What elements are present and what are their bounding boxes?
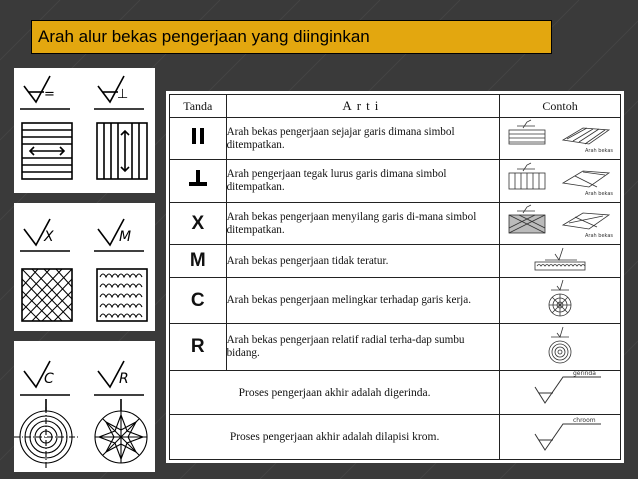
contoh-cell bbox=[500, 370, 621, 415]
contoh-cell bbox=[500, 202, 621, 244]
contoh-cell bbox=[500, 245, 621, 277]
contoh-cell bbox=[500, 118, 621, 160]
tanda-cell: R bbox=[170, 324, 227, 371]
circular-example-illustration bbox=[505, 278, 615, 318]
example-label: Arah bekas bbox=[585, 190, 614, 197]
lay-symbols-illustration bbox=[14, 203, 155, 331]
arti-cell: Arah bekas pengerjaan sejajar garis dimana simbol ditempatkan. bbox=[226, 118, 500, 160]
cross-example-illustration bbox=[505, 203, 615, 239]
symbol-letter-parallel: = bbox=[44, 87, 55, 102]
arti-cell: Arah pengerjaan tegak lurus garis dimana simbol ditempatkan. bbox=[226, 160, 500, 202]
symbol-letter-radial: R bbox=[119, 371, 129, 387]
arti-cell: Arah bekas pengerjaan relatif radial terha-dap sumbu bidang. bbox=[226, 324, 500, 371]
tanda-cell: C bbox=[170, 277, 227, 324]
example-label: Arah bekas bbox=[585, 148, 614, 155]
table-row bbox=[170, 202, 621, 244]
table-row bbox=[170, 415, 621, 460]
example-label: gerinda bbox=[573, 371, 596, 378]
contoh-cell bbox=[500, 324, 621, 371]
parallel-example-illustration bbox=[505, 118, 615, 154]
tanda-cell: X bbox=[170, 202, 227, 244]
radial-example-illustration bbox=[505, 325, 615, 365]
table-row bbox=[170, 160, 621, 202]
example-label: Arah bekas bbox=[585, 233, 614, 240]
arti-cell: Arah bekas pengerjaan tidak teratur. bbox=[226, 245, 500, 277]
table-row bbox=[170, 245, 621, 277]
symbol-letter-circular: C bbox=[44, 371, 54, 387]
tanda-cell bbox=[170, 160, 227, 202]
symbol-letter-perpendicular: ⊥ bbox=[117, 87, 129, 102]
table-row bbox=[170, 370, 621, 415]
perpendicular-example-illustration bbox=[505, 161, 615, 197]
perpendicular-icon bbox=[189, 170, 207, 186]
arti-cell: Arah bekas pengerjaan menyilang garis di-mana simbol ditempatkan. bbox=[226, 202, 500, 244]
lay-symbols-illustration bbox=[14, 68, 155, 193]
tanda-cell bbox=[170, 118, 227, 160]
parallel-icon bbox=[192, 128, 204, 144]
ground-symbol-illustration bbox=[505, 371, 615, 409]
tanda-cell: M bbox=[170, 245, 227, 277]
table-header-row bbox=[170, 95, 621, 118]
symbol-letter-cross: X bbox=[44, 229, 54, 245]
symbol-panel-parallel-perpendicular bbox=[14, 68, 155, 193]
contoh-cell bbox=[500, 277, 621, 324]
symbol-letter-multi: M bbox=[119, 229, 132, 245]
header-arti: Arti bbox=[226, 95, 500, 118]
header-tanda: Tanda bbox=[170, 95, 227, 118]
symbol-panel-circular-radial bbox=[14, 341, 155, 472]
table-row bbox=[170, 118, 621, 160]
header-contoh: Contoh bbox=[500, 95, 621, 118]
contoh-cell bbox=[500, 415, 621, 460]
multi-example-illustration bbox=[505, 246, 615, 272]
lay-symbols-illustration bbox=[14, 341, 155, 472]
lay-direction-table bbox=[169, 94, 621, 460]
slide-title: Arah alur bekas pengerjaan yang diinginkan bbox=[31, 20, 552, 54]
lay-direction-table-panel bbox=[166, 91, 624, 463]
symbol-panel-cross-multi bbox=[14, 203, 155, 331]
chrome-symbol-illustration bbox=[505, 416, 615, 454]
table-row bbox=[170, 324, 621, 371]
footer-text-cell: Proses pengerjaan akhir adalah dilapisi krom. bbox=[170, 415, 500, 460]
example-label: chroom bbox=[573, 416, 596, 424]
arti-cell: Arah bekas pengerjaan melingkar terhadap garis kerja. bbox=[226, 277, 500, 324]
contoh-cell bbox=[500, 160, 621, 202]
table-row bbox=[170, 277, 621, 324]
footer-text-cell: Proses pengerjaan akhir adalah digerinda. bbox=[170, 370, 500, 415]
